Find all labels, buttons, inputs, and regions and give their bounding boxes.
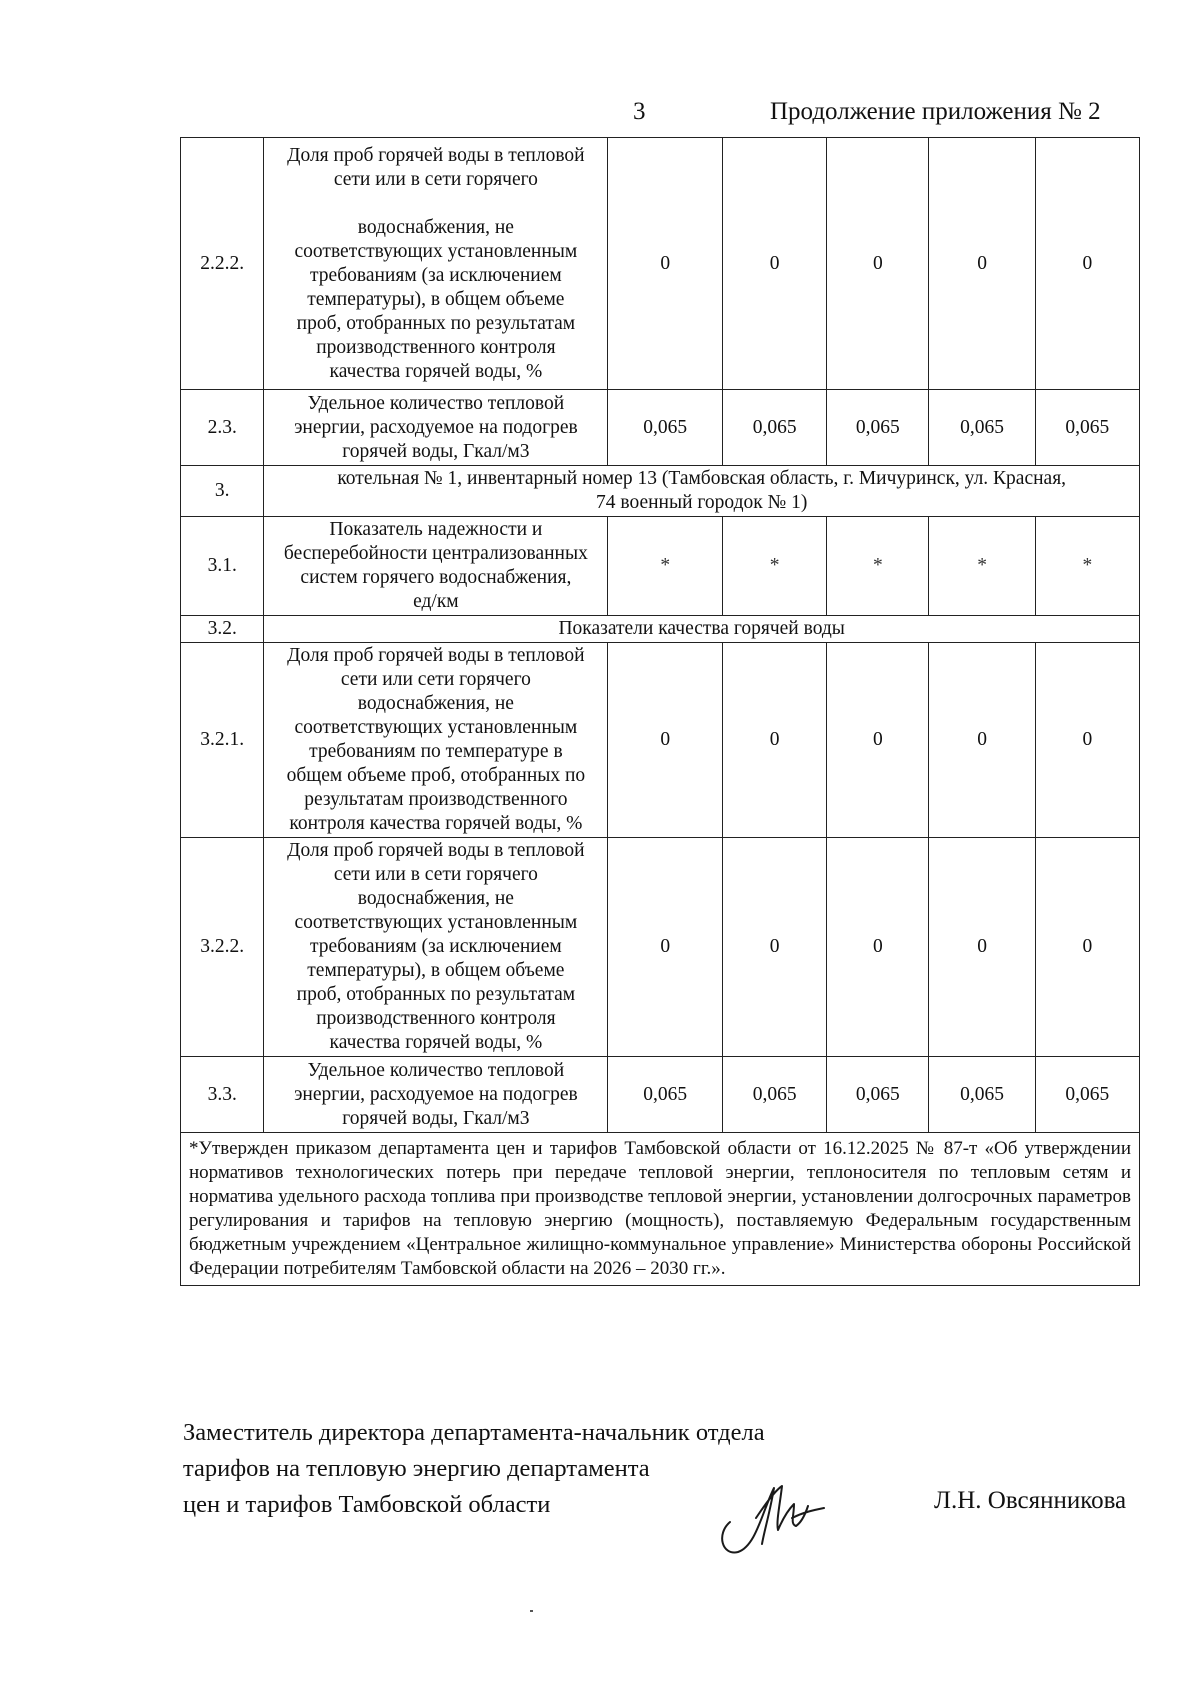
text-line: горячей воды, Гкал/м3 [342, 440, 530, 462]
text-line: требованиям (за исключением [310, 936, 562, 957]
indicator-value: 0,065 [723, 390, 827, 466]
signature-title-line: Заместитель директора департамента-начальник отдела [183, 1419, 765, 1446]
indicator-description [264, 643, 608, 838]
text-line: качества горячей воды, % [329, 360, 543, 382]
table-row [181, 390, 1140, 466]
indicator-value: 0,065 [608, 390, 723, 466]
text-line: ед/км [413, 591, 459, 612]
indicator-value: 0 [827, 643, 929, 838]
indicator-description [264, 138, 608, 390]
footnote: *Утвержден приказом департамента цен и тарифов Тамбовской области от 16.12.2025 № 87-т «Об утверждении нормативов технологических потерь при передаче тепловой энергии, теплоносителя по тепловым сетям и норматива удельного расхода топлива при производстве тепловой энергии, установлении долгосрочных параметров регулирования и тарифов на тепловую энергию (мощность), поставляемую Федеральным государственным бюджетным учреждением «Центральное жилищно-коммунальное управление» Министерства обороны Российской Федерации потребителям Тамбовской области на 2026 – 2030 гг.». [181, 1133, 1140, 1286]
indicator-description [264, 838, 608, 1057]
text-line: водоснабжения, не [357, 693, 514, 714]
row-number: 3.2. [181, 616, 264, 643]
indicator-value: 0 [1035, 138, 1139, 390]
text-line: сети или в сети горячего [333, 168, 538, 190]
scan-speck [530, 1610, 533, 1612]
text-line: результатам производственного [304, 789, 568, 810]
text-line: водоснабжения, не [357, 888, 514, 909]
indicator-value: 0,065 [1035, 390, 1139, 466]
table-row [181, 466, 1140, 517]
text-line: сети или сети горячего [340, 669, 531, 690]
section-heading [264, 466, 1140, 517]
text-line: температуры), в общем объеме [307, 288, 565, 310]
indicator-value: 0,065 [929, 1057, 1035, 1133]
indicator-description [264, 390, 608, 466]
text-line: проб, отобранных по результатам [296, 312, 576, 334]
text-line: требованиям по температуре в [309, 741, 563, 762]
appendix-continuation-note: Продолжение приложения № 2 [770, 98, 1101, 125]
text-line: Доля проб горячей воды в тепловой [287, 645, 585, 666]
text-line: горячей воды, Гкал/м3 [342, 1107, 530, 1129]
indicator-value: * [608, 517, 723, 616]
text-line: соответствующих установленным [294, 717, 578, 738]
text-line: Показатель надежности и [329, 519, 543, 540]
table-row [181, 517, 1140, 616]
row-number: 3.1. [181, 517, 264, 616]
indicator-value: 0 [723, 138, 827, 390]
signer-name: Л.Н. Овсянникова [934, 1487, 1127, 1514]
row-number: 3.2.1. [181, 643, 264, 838]
indicator-value: 0 [723, 643, 827, 838]
indicator-value: 0 [929, 643, 1035, 838]
text-line: соответствующих установленным [294, 912, 578, 933]
text-line [268, 192, 603, 216]
table-row [181, 838, 1140, 1057]
text-line: качества горячей воды, % [329, 1032, 543, 1053]
indicators-table [180, 137, 1140, 1286]
text-line: 74 военный городок № 1) [596, 492, 808, 513]
text-line: систем горячего водоснабжения, [300, 567, 572, 588]
indicator-value: 0 [827, 838, 929, 1057]
indicator-value: 0 [929, 838, 1035, 1057]
row-number: 3. [181, 466, 264, 517]
signature-title-line: тарифов на тепловую энергию департамента [183, 1455, 650, 1482]
row-number: 2.2.2. [181, 138, 264, 390]
text-line: Доля проб горячей воды в тепловой [287, 840, 585, 861]
row-number: 2.3. [181, 390, 264, 466]
text-line: котельная № 1, инвентарный номер 13 (Тамбовская область, г. Мичуринск, ул. Красная, [337, 468, 1067, 489]
indicator-value: 0 [1035, 838, 1139, 1057]
indicator-description [264, 1057, 608, 1133]
row-number: 3.3. [181, 1057, 264, 1133]
row-number: 3.2.2. [181, 838, 264, 1057]
text-line: производственного контроля [316, 1008, 556, 1029]
indicator-value: 0 [929, 138, 1035, 390]
indicator-value: 0,065 [608, 1057, 723, 1133]
text-line: водоснабжения, не [357, 216, 514, 238]
indicator-value: 0 [723, 838, 827, 1057]
indicator-value: 0 [608, 643, 723, 838]
indicator-value: 0 [827, 138, 929, 390]
indicator-value: 0 [1035, 643, 1139, 838]
indicator-value: 0,065 [1035, 1057, 1139, 1133]
indicator-value: * [1035, 517, 1139, 616]
text-line: общем объеме проб, отобранных по [286, 765, 586, 786]
indicator-value: 0,065 [827, 390, 929, 466]
table-row [181, 643, 1140, 838]
text-line: требованиям (за исключением [310, 264, 562, 286]
text-line: Показатели качества горячей воды [558, 618, 845, 639]
table-row [181, 616, 1140, 643]
text-line: сети или в сети горячего [333, 864, 538, 885]
text-line: температуры), в общем объеме [307, 960, 565, 981]
footnote-row [181, 1133, 1140, 1286]
text-line: бесперебойности централизованных [283, 543, 588, 564]
signature-title-line: цен и тарифов Тамбовской области [183, 1491, 551, 1518]
table-row [181, 138, 1140, 390]
text-line: контроля качества горячей воды, % [289, 813, 583, 834]
text-line: соответствующих установленным [294, 240, 578, 262]
indicator-value: * [827, 517, 929, 616]
text-line: Удельное количество тепловой [307, 392, 565, 414]
text-line: Удельное количество тепловой [307, 1059, 565, 1081]
text-line: энергии, расходуемое на подогрев [294, 416, 578, 438]
section-heading [264, 616, 1140, 643]
indicator-value: 0,065 [827, 1057, 929, 1133]
indicator-value: 0,065 [929, 390, 1035, 466]
text-line: проб, отобранных по результатам [296, 984, 576, 1005]
text-line: Доля проб горячей воды в тепловой [287, 144, 585, 166]
indicator-description [264, 517, 608, 616]
text-line: производственного контроля [316, 336, 556, 358]
indicator-value: 0 [608, 138, 723, 390]
signature-position-title [183, 1415, 765, 1523]
indicator-value: 0,065 [723, 1057, 827, 1133]
handwritten-signature [712, 1460, 832, 1560]
table-row [181, 1057, 1140, 1133]
indicator-value: 0 [608, 838, 723, 1057]
indicator-value: * [723, 517, 827, 616]
page-number: 3 [633, 98, 646, 125]
text-line: энергии, расходуемое на подогрев [294, 1083, 578, 1105]
indicator-value: * [929, 517, 1035, 616]
